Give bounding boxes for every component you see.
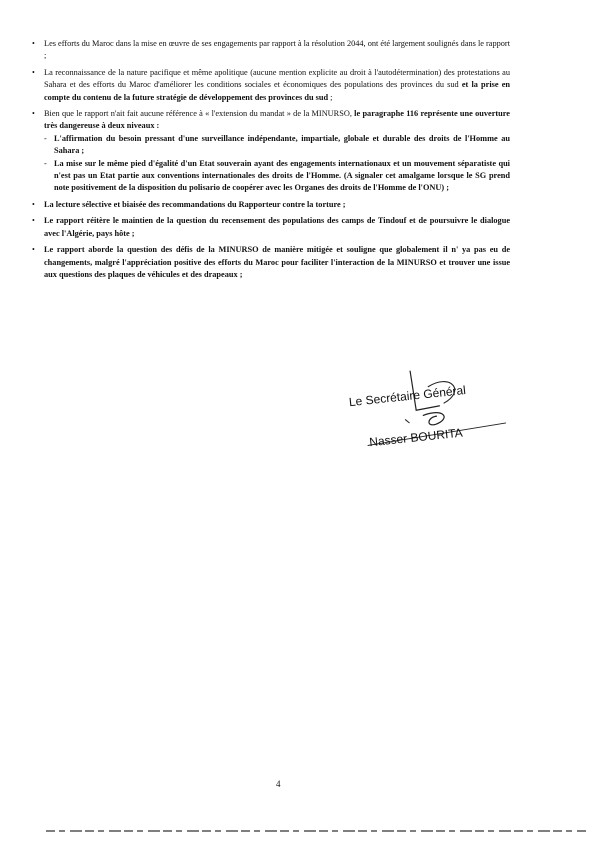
sub-item-text: L'affirmation du besoin pressant d'une surveillance indépendante, impartiale, globale et durable des droits de l'Homme au Sahara ;: [54, 133, 510, 156]
sub-item-text: La mise sur le même pied d'égalité d'un Etat souverain ayant des engagements internationaux et un mouvement séparatiste qui n'est pas un Etat partie aux conventions internationales des droits de l'Homme. (A signaler cet amalgame lorsque le SG prend note positivement de la disposition du polisario de coopérer avec les Organes des droits de l'Homme de l'ONU) ;: [54, 158, 510, 193]
bullet-symbol: •: [32, 216, 35, 226]
signature-block: [340, 355, 528, 463]
bullet-symbol: •: [32, 245, 35, 255]
bullet-text: Bien que le rapport n'ait fait aucune référence à « l'extension du mandat » de la MINURSO,: [44, 109, 352, 119]
bullet-item: [32, 215, 510, 240]
bullet-bold-text: le paragraphe 116 représente une ouverture très dangereuse à deux niveaux :: [44, 109, 510, 131]
sub-dash: -: [44, 158, 47, 168]
bullet-item: [32, 244, 510, 281]
bullet-item: [32, 199, 510, 211]
handwritten-signature: [340, 355, 528, 463]
signature-name: Nasser BOURITA: [368, 425, 464, 450]
footer-divider: [46, 829, 586, 833]
bullet-text: Les efforts du Maroc dans la mise en œuvre de ses engagements par rapport à la résolution 2044, ont été largement soulignés dans le rapport ;: [44, 39, 510, 61]
bullet-bold-text: Le rapport réitère le maintien de la question du recensement des populations des camps de Tindouf et de poursuivre le dialogue avec l'Algérie, pays hôte ;: [44, 216, 510, 238]
signature-title: Le Secrétaire Général: [348, 382, 467, 410]
bullet-tail-text: ;: [328, 92, 333, 102]
document-body: [32, 38, 510, 285]
bullet-item: [32, 67, 510, 104]
bullet-text: La reconnaissance de la nature pacifique et même apolitique (aucune mention explicite au droit à l'autodétermination) des protestations au Sahara et des efforts du Maroc d'améliorer les conditions sociales et économiques des populations des provinces du sud: [44, 67, 510, 90]
sub-item: [44, 158, 510, 195]
sub-dash: -: [44, 133, 47, 143]
page-number: 4: [276, 779, 281, 789]
bullet-symbol: •: [32, 199, 35, 209]
bullet-symbol: •: [32, 109, 35, 119]
bullet-symbol: •: [32, 39, 35, 48]
bullet-symbol: •: [32, 67, 35, 77]
bullet-item: [32, 38, 510, 63]
bullet-item: [32, 108, 510, 195]
bullet-bold-text: La lecture sélective et biaisée des recommandations du Rapporteur contre la torture ;: [44, 199, 346, 209]
bullet-bold-text: Le rapport aborde la question des défis de la MINURSO de manière mitigée et souligne que globalement il n' ya pas eu de changements, malgré l'appréciation positive des efforts du Maroc pour faciliter l'interaction de la MINURSO et trouver une issue aux questions des plaques de véhicules et des drapeaux ;: [44, 245, 510, 279]
sub-item: [44, 133, 510, 158]
bullet-bold-text: et la prise en compte du contenu de la future stratégie de développement des provinces du sud: [44, 80, 510, 102]
